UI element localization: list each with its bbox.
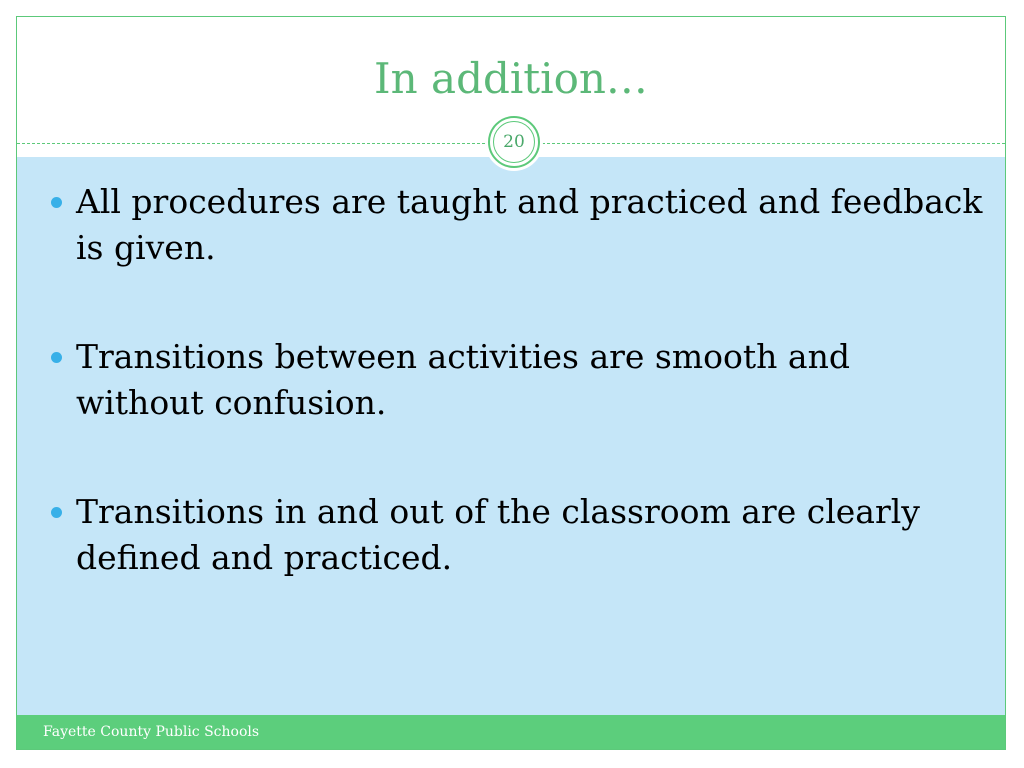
footer-text: Fayette County Public Schools xyxy=(43,724,260,740)
bullet-item xyxy=(17,179,1005,271)
bullet-item xyxy=(17,489,1005,581)
bullet-dot-icon xyxy=(51,507,62,518)
bullet-text: All procedures are taught and practiced and feedback is given. xyxy=(76,182,983,267)
footer-bar xyxy=(17,715,1005,749)
slide-number: 20 xyxy=(493,121,535,163)
bullet-dot-icon xyxy=(51,197,62,208)
slide-title: In addition… xyxy=(374,54,648,103)
bullet-list xyxy=(17,179,1005,644)
bullet-text: Transitions in and out of the classroom are clearly defined and practiced. xyxy=(76,492,920,577)
content-area xyxy=(17,157,1005,715)
bullet-text: Transitions between activities are smooth and without confusion. xyxy=(76,337,850,422)
bullet-item xyxy=(17,334,1005,426)
bullet-dot-icon xyxy=(51,352,62,363)
slide xyxy=(16,16,1006,750)
